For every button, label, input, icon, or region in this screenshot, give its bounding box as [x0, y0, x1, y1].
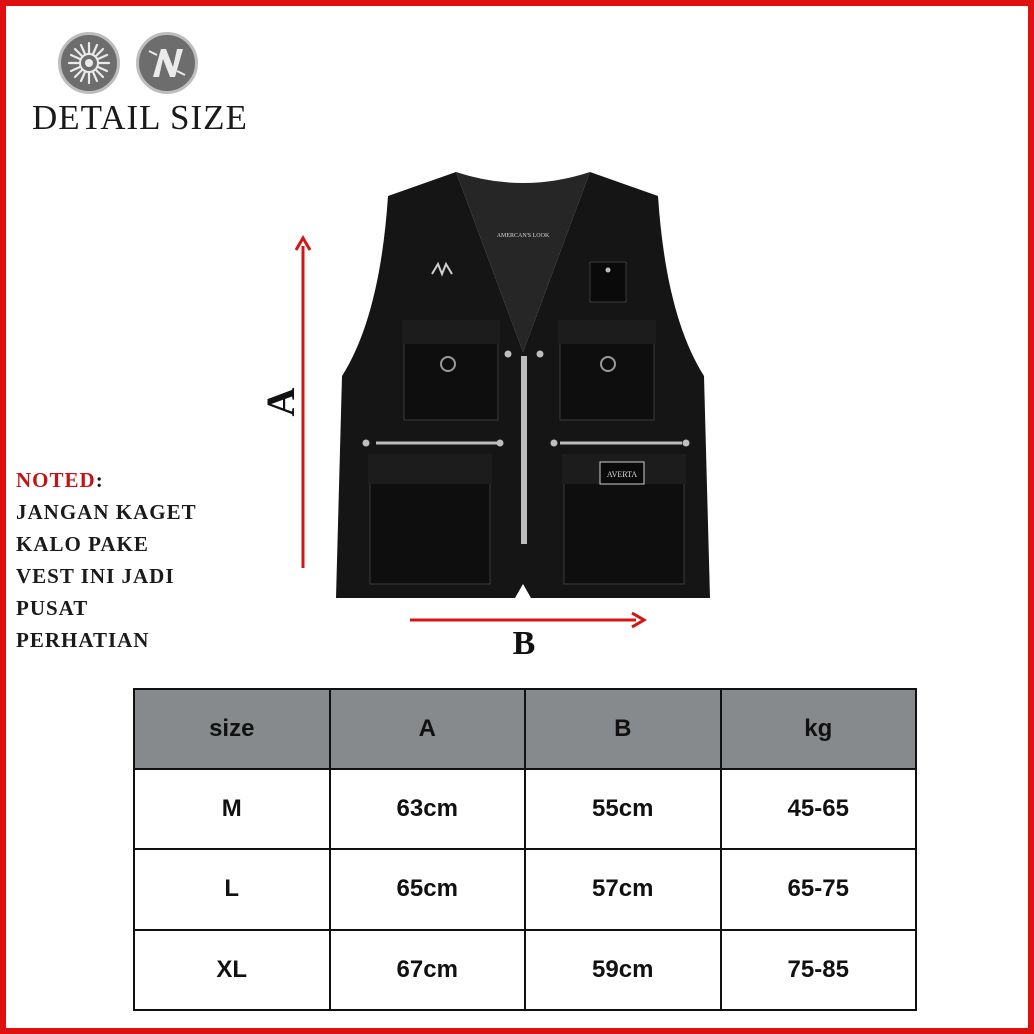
cell-a: 65cm	[330, 849, 526, 929]
table-row	[134, 769, 916, 849]
n-monogram-logo	[136, 32, 198, 94]
measure-label-a: A	[258, 387, 303, 417]
cell-b: 59cm	[525, 930, 721, 1010]
cell-a: 67cm	[330, 930, 526, 1010]
note-line: KALO PAKE	[16, 532, 149, 556]
cell-kg: 75-85	[721, 930, 917, 1010]
note-line: PUSAT	[16, 596, 89, 620]
note-line: VEST INI JADI	[16, 564, 175, 588]
sun-emblem-logo	[58, 32, 120, 94]
size-table	[133, 688, 917, 1011]
header-kg: kg	[721, 689, 917, 769]
vest-illustration	[328, 166, 718, 606]
note-line: JANGAN KAGET	[16, 500, 197, 524]
cell-kg: 45-65	[721, 769, 917, 849]
note-heading	[16, 464, 226, 496]
center-zipper	[521, 356, 527, 544]
header-size: size	[134, 689, 330, 769]
cell-b: 57cm	[525, 849, 721, 929]
size-table-header-row	[134, 689, 916, 769]
note-heading-colon: :	[95, 468, 104, 492]
note-block	[16, 464, 226, 656]
cell-kg: 65-75	[721, 849, 917, 929]
measure-label-b: B	[512, 625, 536, 662]
vest-badge-label: AVERTA	[606, 470, 638, 479]
cell-b: 55cm	[525, 769, 721, 849]
table-row	[134, 930, 916, 1010]
cell-size: L	[134, 849, 330, 929]
header-b: B	[525, 689, 721, 769]
cell-size: M	[134, 769, 330, 849]
vest-chest-label: AMERCAN'S LOOK	[496, 233, 550, 239]
note-line: PERHATIAN	[16, 628, 150, 652]
cell-size: XL	[134, 930, 330, 1010]
note-heading-text: NOTED	[16, 468, 96, 492]
table-row	[134, 849, 916, 929]
page-title: DETAIL SIZE	[32, 98, 248, 137]
header-a: A	[330, 689, 526, 769]
cell-a: 63cm	[330, 769, 526, 849]
